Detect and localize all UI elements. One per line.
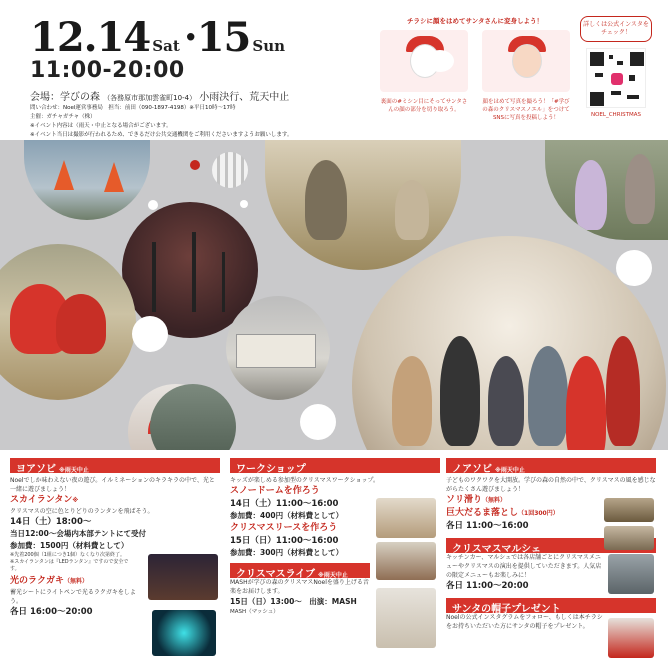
child-figure (566, 356, 606, 450)
date-day1: 12.14 (30, 14, 151, 61)
instagram-panel (580, 16, 652, 136)
wreath-fee: 参加費：300円（材料費として） (230, 548, 344, 557)
photo-santa-kids (0, 244, 136, 400)
marche-header: クリスマスマルシェ (446, 538, 656, 553)
header (0, 0, 668, 140)
light-graffiti-desc: 蓄光シートにライトペンで光るラクガキをしよう。 (10, 589, 136, 605)
day-of-week-1: Sat (152, 37, 180, 55)
marche-desc: キッチンカー、マルシェでは各店舗ごとにクリスマスメニューやクリスマスの演出を提供していただきます。人気店の限定メニューもお楽しみに！ (446, 554, 602, 579)
col-workshop (230, 458, 440, 617)
food-truck-icon (236, 334, 316, 368)
child-figure (488, 356, 524, 446)
sky-lantern-note1: ※先着200個（1組につき1個）なくなり次第終了。 (10, 552, 125, 558)
child-face-icon (512, 44, 542, 78)
qr-code-icon[interactable] (586, 48, 646, 108)
day-of-week-2: Sun (252, 37, 286, 55)
santa-step2-illustration (482, 30, 570, 92)
noasobi-time: 各日 11:00〜16:00 (446, 521, 529, 531)
events-section (0, 450, 668, 668)
santa-step2-text: 顔をはめて写真を撮ろう！「#学びの森のクリスマスノエル」をつけてSNSに写真を投稿しよう！ (482, 99, 570, 121)
light-graffiti-tag: （無料） (64, 578, 89, 585)
child-figure (625, 154, 655, 224)
marche-time: 各日 11:00〜20:00 (446, 581, 529, 591)
light-graffiti-title-text: 光のラクガキ (10, 576, 65, 586)
live-title: クリスマスライブ (236, 569, 315, 578)
col-yoasobi (10, 458, 220, 618)
child-figure (440, 336, 480, 446)
snowflake-ornament-icon (300, 404, 336, 440)
noasobi-header (446, 458, 656, 473)
event-dates (30, 14, 289, 61)
marche-photo (608, 554, 654, 594)
snowflake-ornament-icon (132, 316, 168, 352)
yoasobi-tag: ※雨天中止 (59, 467, 89, 473)
instagram-bubble: 詳しくは公式インスタをチェック！ (580, 16, 652, 42)
daruma-tag: （1回300円） (518, 510, 559, 517)
daruma-photo (604, 526, 654, 550)
live-tag: ※雨天中止 (318, 572, 348, 578)
daruma-title-text: 巨大だるま落とし (446, 508, 519, 518)
snow-dome-fee: 参加費：400円（材料費として） (230, 511, 344, 520)
venue-label: 会場：学びの森 (30, 92, 100, 103)
child-figure (606, 336, 640, 446)
sky-lantern-desc: クリスマスの空に色とりどりのランタンを飛ばそう。 (10, 508, 154, 515)
child-figure (305, 160, 347, 240)
photo-collage (0, 140, 668, 450)
date-separator: · (183, 14, 197, 61)
yoasobi-title: ヨアソビ (16, 464, 56, 473)
hat-header: サンタの帽子プレゼント (446, 598, 656, 613)
sky-lantern-photo (148, 554, 218, 600)
instagram-handle[interactable]: NOEL_CHRISTMAS (590, 112, 641, 118)
mash-photo (376, 588, 436, 648)
instagram-icon (611, 73, 623, 85)
wreath-photo (376, 542, 436, 580)
sky-lantern-fee: 参加費：1500円（材料費として） (10, 541, 129, 550)
santa-face-panel (380, 16, 570, 134)
wreath-title: クリスマスリースを作ろう (230, 523, 338, 533)
info-lines (30, 104, 360, 140)
child-figure (392, 356, 432, 446)
sky-lantern-reception: 当日12:00〜会場内本部テントにて受付 (10, 529, 146, 538)
yoasobi-header (10, 458, 220, 473)
sky-lantern-title (10, 494, 220, 507)
light-graffiti-photo (152, 610, 216, 656)
photo-sled-kids (265, 140, 461, 270)
sled-title-text: ソリ滑り (446, 495, 483, 505)
santa-step1-illustration (380, 30, 468, 92)
sky-lantern-tag: ※ (72, 497, 79, 504)
contact-line: 問い合わせ：Noel運営事務局 担当：前田（090-1897-4198）※平日10時〜17時 (30, 105, 236, 111)
snow-dome-photo (376, 498, 436, 538)
striped-ornament-icon (212, 152, 248, 188)
note-line-2: ※イベント当日は撮影が行われるため、できるだけ公共交通機関をご利用くださいますようお願いします。 (30, 132, 293, 138)
cone-icon (54, 160, 74, 190)
child-figure (528, 346, 568, 446)
hat-photo (608, 618, 654, 658)
venue (30, 88, 289, 103)
noasobi-title: ノアソビ (452, 464, 492, 473)
child-figure (56, 294, 106, 354)
col-noasobi (446, 458, 656, 631)
yoasobi-desc: Noelでしか味わえない夜の遊び。イルミネーションのキラキラの中で、光と一緒に遊びましょう！ (10, 477, 215, 493)
live-time: 15日（日）13:00〜 出演：MASH (230, 597, 357, 606)
event-time: 11:00-20:00 (30, 58, 185, 83)
sled-tag: （無料） (482, 497, 507, 504)
date-day2: 15 (196, 14, 251, 61)
sky-lantern-time: 14日（土）18:00〜 (10, 517, 92, 527)
live-header (230, 563, 370, 578)
workshop-header: ワークショップ (230, 458, 440, 473)
sled-photo (604, 498, 654, 522)
light-graffiti-time: 各日 16:00〜20:00 (10, 607, 93, 617)
santa-panel-title: チラシに顔をはめてサンタさんに変身しよう！ (407, 17, 543, 25)
live-artist: MASH（マッシュ） (230, 609, 279, 615)
cone-icon (104, 162, 124, 192)
photo-forest-kids (545, 140, 668, 240)
ornament-bead-icon (240, 200, 248, 208)
note-line-1: ※イベント内容は（雨天・中止となる場合がございます。 (30, 123, 172, 129)
photo-cones (24, 140, 150, 220)
photo-food-truck (226, 296, 330, 400)
hat-desc: Noelの公式インスタグラムをフォロー、もしくは本チラシをお持ちいただいた方にサンタの帽子をプレゼント。 (446, 614, 603, 630)
sky-lantern-note2: ※スカイランタンは『LEDランタン』ですので安全です。 (10, 559, 129, 572)
live-desc: MASHが学びの森のクリスマスNoelを盛り上げる音楽をお届けします。 (230, 579, 369, 595)
workshop-desc: キッズが楽しめる参加型のクリスマスワークショップ。 (230, 477, 380, 484)
sky-lantern-title-text: スカイランタン (10, 495, 73, 505)
ornament-bell-icon (190, 160, 200, 170)
organizer-line: 主催：ガチャガチャ（株） (30, 114, 96, 120)
wreath-time: 15日（日）11:00〜16:00 (230, 536, 339, 546)
ornament-bell-icon (148, 200, 158, 210)
scissors-cut-icon (426, 50, 454, 72)
venue-rain-policy: 小雨決行、荒天中止 (199, 92, 290, 103)
child-figure (575, 160, 607, 230)
snowflake-ornament-icon (616, 250, 652, 286)
santa-step1-text: 裏面の#ミシン目にそってサンタさんの顔の部分を切り取ろう。 (380, 99, 468, 113)
snow-dome-title: スノードームを作ろう (230, 486, 320, 496)
noasobi-desc: 子どものワクワクを大開放。学びの森の自然の中で、クリスマスの風を感じながらたくさん遊びましょう！ (446, 477, 656, 493)
child-figure (395, 180, 429, 240)
snow-dome-time: 14日（土）11:00〜16:00 (230, 499, 339, 509)
noasobi-tag: ※雨天中止 (495, 467, 525, 473)
venue-address: （各務原市那加雲雀町10-4） (103, 94, 197, 102)
